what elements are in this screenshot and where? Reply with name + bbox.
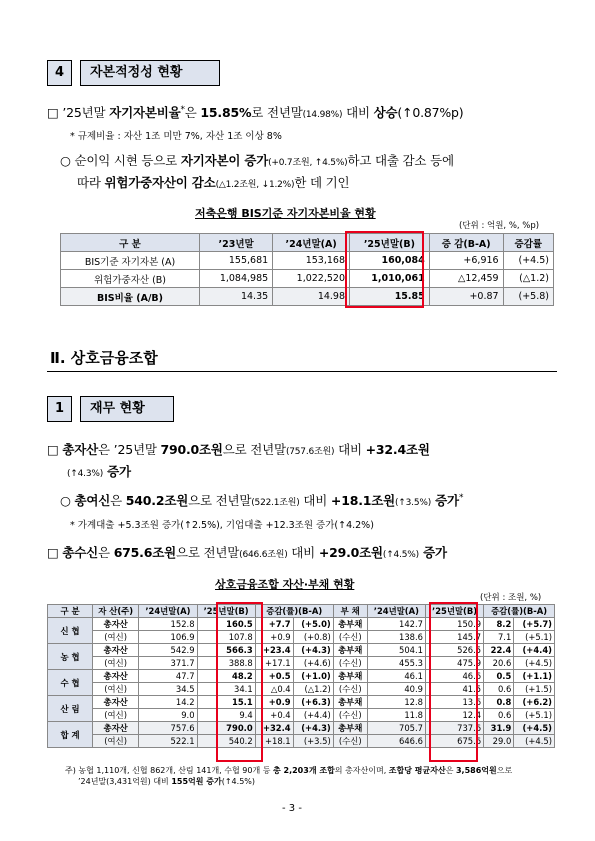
- table-cell: 160,084: [350, 252, 430, 270]
- mutual-finance-table: [47, 604, 555, 748]
- table-row: [48, 709, 555, 722]
- table-cell: 8.2: [484, 618, 514, 631]
- table-cell: 1,084,985: [200, 270, 273, 288]
- section-title: 자본적정성 현황: [80, 60, 220, 86]
- table-cell: (+1.1): [514, 670, 555, 683]
- table-row: [48, 735, 555, 748]
- table-cell: 총부채: [333, 696, 367, 709]
- table-cell: 1,010,061: [350, 270, 430, 288]
- group-label: 농 협: [48, 644, 93, 670]
- table-cell: (여신): [93, 709, 139, 722]
- table-cell: (+0.8): [293, 631, 333, 644]
- table-cell: 12.8: [367, 696, 425, 709]
- table-cell: (+1.5): [514, 683, 555, 696]
- table-cell: (+4.3): [293, 722, 333, 735]
- table-cell: (+5.8): [503, 288, 553, 306]
- table-cell: 총자산: [93, 618, 139, 631]
- header-cell: 증감(률)(B-A): [484, 605, 555, 618]
- table1-unit: (단위 : 억원, %, %p): [459, 221, 540, 231]
- table-cell: (+4.4): [293, 709, 333, 722]
- table2-unit: (단위 : 조원, %): [480, 593, 542, 603]
- table-cell: (수신): [333, 683, 367, 696]
- table-cell: 155,681: [200, 252, 273, 270]
- table-cell: 540.2: [197, 735, 255, 748]
- table-cell: +17.1: [255, 657, 293, 670]
- table-row: [48, 618, 555, 631]
- group-label: 합 계: [48, 722, 93, 748]
- table-cell: 34.1: [197, 683, 255, 696]
- table-cell: 34.5: [139, 683, 197, 696]
- table-cell: 총자산: [93, 722, 139, 735]
- table-cell: (+4.5): [503, 252, 553, 270]
- table-cell: 총자산: [93, 696, 139, 709]
- paragraph-total-loans: ○ 총여신은 540.2조원으로 전년말(522.1조원) 대비 +18.1조원(↑3.5%) 증가*: [60, 492, 464, 508]
- table-cell: 138.6: [367, 631, 425, 644]
- table-cell: 145.7: [425, 631, 483, 644]
- group-label: 수 협: [48, 670, 93, 696]
- table-cell: 12.4: [425, 709, 483, 722]
- table-cell: 22.4: [484, 644, 514, 657]
- table-cell: 566.3: [197, 644, 255, 657]
- header-cell: ’25년말(B): [197, 605, 255, 618]
- table-cell: (+5.0): [293, 618, 333, 631]
- table-cell: 150.9: [425, 618, 483, 631]
- table-cell: 14.35: [200, 288, 273, 306]
- table-cell: (수신): [333, 657, 367, 670]
- table-cell: (+4.6): [293, 657, 333, 670]
- table-cell: (+1.0): [293, 670, 333, 683]
- row-label: 위험가중자산 (B): [61, 270, 200, 288]
- table-cell: 총부채: [333, 722, 367, 735]
- header-cell: 증감률: [503, 234, 553, 252]
- table-cell: 15.85: [350, 288, 430, 306]
- table-cell: 총자산: [93, 670, 139, 683]
- table-cell: (+5.1): [514, 631, 555, 644]
- table-cell: 40.9: [367, 683, 425, 696]
- table-row: [61, 288, 554, 306]
- table-cell: 46.1: [367, 670, 425, 683]
- header-cell: ’24년말(A): [367, 605, 425, 618]
- paragraph-total-assets-2: (↑4.3%) 증가: [67, 464, 131, 479]
- table-cell: 0.5: [484, 670, 514, 683]
- table-cell: (+5.7): [514, 618, 555, 631]
- table-cell: 526.5: [425, 644, 483, 657]
- table-cell: +32.4: [255, 722, 293, 735]
- table-cell: 14.2: [139, 696, 197, 709]
- table-cell: 675.6: [425, 735, 483, 748]
- table-cell: (수신): [333, 709, 367, 722]
- row-label: BIS비율 (A/B): [61, 288, 200, 306]
- table-cell: +0.5: [255, 670, 293, 683]
- table-cell: (여신): [93, 631, 139, 644]
- table-cell: 20.6: [484, 657, 514, 670]
- page-number: - 3 -: [282, 803, 302, 814]
- footnote-regulation: * 규제비율 : 자산 1조 미만 7%, 자산 1조 이상 8%: [70, 131, 282, 142]
- table-cell: 152.8: [139, 618, 197, 631]
- group-label: 신 협: [48, 618, 93, 644]
- table-cell: (+4.4): [514, 644, 555, 657]
- table2-footnote-1: 주) 농협 1,110개, 신협 862개, 산림 141개, 수협 90개 등 총 2,203개 조합의 총자산이며, 조합당 평균자산은 3,586억원으로: [65, 766, 513, 775]
- part-underline: [47, 371, 557, 372]
- part-title: Ⅱ. 상호금융조합: [50, 349, 158, 367]
- table-cell: 475.9: [425, 657, 483, 670]
- header-cell: ’25년말(B): [425, 605, 483, 618]
- table-cell: 41.5: [425, 683, 483, 696]
- row-label: BIS기준 자기자본 (A): [61, 252, 200, 270]
- table-cell: 737.6: [425, 722, 483, 735]
- table-cell: (+4.5): [514, 722, 555, 735]
- table-cell: △0.4: [255, 683, 293, 696]
- paragraph-total-assets-1: □ 총자산은 ’25년말 790.0조원으로 전년말(757.6조원) 대비 +32.4조원: [47, 442, 430, 457]
- table-cell: 455.3: [367, 657, 425, 670]
- paragraph-bis-ratio: □ ’25년말 자기자본비율*은 15.85%로 전년말(14.98%) 대비 상승(↑0.87%p): [47, 104, 464, 120]
- table-cell: 371.7: [139, 657, 197, 670]
- table-cell: 757.6: [139, 722, 197, 735]
- table-cell: 504.1: [367, 644, 425, 657]
- table-cell: 142.7: [367, 618, 425, 631]
- paragraph-reason-2: 따라 위험가중자산이 감소(△1.2조원, ↓1.2%)한 데 기인: [77, 175, 350, 190]
- header-cell: ’25년말(B): [350, 234, 430, 252]
- table-row: [48, 683, 555, 696]
- table-cell: +7.7: [255, 618, 293, 631]
- section-number: 1: [47, 396, 72, 422]
- header-cell: 부 채: [333, 605, 367, 618]
- table-cell: (여신): [93, 735, 139, 748]
- highlight-2025-column: [345, 231, 424, 308]
- table-cell: 522.1: [139, 735, 197, 748]
- table-cell: 1,022,520: [273, 270, 350, 288]
- table-cell: 13.6: [425, 696, 483, 709]
- table-cell: 7.1: [484, 631, 514, 644]
- header-cell: 구 분: [61, 234, 200, 252]
- table-cell: +0.4: [255, 709, 293, 722]
- table-row: [61, 270, 554, 288]
- header-cell: ’24년말(A): [139, 605, 197, 618]
- table-header-row: [48, 605, 555, 618]
- table-cell: 790.0: [197, 722, 255, 735]
- table-cell: 29.0: [484, 735, 514, 748]
- table-row: [48, 631, 555, 644]
- table-cell: 646.6: [367, 735, 425, 748]
- table-row: [48, 644, 555, 657]
- table-row: [48, 722, 555, 735]
- table-cell: 14.98: [273, 288, 350, 306]
- table-cell: 0.6: [484, 709, 514, 722]
- header-cell: 증감(률)(B-A): [255, 605, 333, 618]
- table-cell: +0.9: [255, 631, 293, 644]
- table-cell: 총부채: [333, 670, 367, 683]
- footnote-loans: * 가계대출 +5.3조원 증가(↑2.5%), 기업대출 +12.3조원 증가(↑4.2%): [70, 520, 374, 531]
- table-cell: (+5.1): [514, 709, 555, 722]
- table-cell: 9.0: [139, 709, 197, 722]
- table-cell: 153,168: [273, 252, 350, 270]
- section-title: 재무 현황: [80, 396, 174, 422]
- table-cell: +0.9: [255, 696, 293, 709]
- table-cell: 48.2: [197, 670, 255, 683]
- table2-footnote-2: ’24년말(3,431억원) 대비 155억원 증가(↑4.5%): [78, 777, 256, 786]
- table-cell: 107.8: [197, 631, 255, 644]
- table-cell: +6,916: [429, 252, 503, 270]
- table-cell: (수신): [333, 631, 367, 644]
- table1-title: 저축은행 BIS기준 자기자본비율 현황: [195, 207, 376, 220]
- table-cell: △12,459: [429, 270, 503, 288]
- header-cell: 증 감(B-A): [429, 234, 503, 252]
- table-cell: 47.7: [139, 670, 197, 683]
- table-row: [48, 670, 555, 683]
- group-label: 산 림: [48, 696, 93, 722]
- table-cell: (+4.5): [514, 735, 555, 748]
- table-cell: 9.4: [197, 709, 255, 722]
- table-cell: 15.1: [197, 696, 255, 709]
- section-number: 4: [47, 60, 72, 86]
- table-cell: (수신): [333, 735, 367, 748]
- header-cell: ’23년말: [200, 234, 273, 252]
- table-cell: 705.7: [367, 722, 425, 735]
- table-cell: (+6.2): [514, 696, 555, 709]
- table-cell: +0.87: [429, 288, 503, 306]
- table-cell: (+6.3): [293, 696, 333, 709]
- table-cell: (+4.5): [514, 657, 555, 670]
- table-cell: 31.9: [484, 722, 514, 735]
- header-cell: 구 분: [48, 605, 93, 618]
- table-row: [48, 657, 555, 670]
- table-row: [61, 252, 554, 270]
- bis-ratio-table: [60, 233, 554, 306]
- table-cell: (여신): [93, 683, 139, 696]
- header-cell: ’24년말(A): [273, 234, 350, 252]
- table-cell: 0.6: [484, 683, 514, 696]
- table-row: [48, 696, 555, 709]
- table-cell: 총자산: [93, 644, 139, 657]
- highlight-2025-assets-column: [216, 602, 263, 762]
- table-cell: 388.8: [197, 657, 255, 670]
- paragraph-reason-1: ○ 순이익 시현 등으로 자기자본이 증가(+0.7조원, ↑4.5%)하고 대출 감소 등에: [60, 153, 454, 168]
- table-cell: 0.8: [484, 696, 514, 709]
- table-cell: 46.6: [425, 670, 483, 683]
- table-header-row: [61, 234, 554, 252]
- paragraph-total-deposits: □ 총수신은 675.6조원으로 전년말(646.6조원) 대비 +29.0조원(↑4.5%) 증가: [47, 545, 447, 560]
- table-cell: 160.5: [197, 618, 255, 631]
- table-cell: 총부채: [333, 618, 367, 631]
- table2-title: 상호금융조합 자산·부채 현황: [215, 578, 355, 591]
- highlight-2025-liabilities-column: [429, 602, 478, 762]
- table-cell: (+4.3): [293, 644, 333, 657]
- table-cell: +18.1: [255, 735, 293, 748]
- table-cell: (△1.2): [293, 683, 333, 696]
- header-cell: 자 산(주): [93, 605, 139, 618]
- table-cell: +23.4: [255, 644, 293, 657]
- table-cell: 11.8: [367, 709, 425, 722]
- table-cell: (여신): [93, 657, 139, 670]
- table-cell: 총부채: [333, 644, 367, 657]
- table-cell: 106.9: [139, 631, 197, 644]
- table-cell: (+3.5): [293, 735, 333, 748]
- table-cell: (△1.2): [503, 270, 553, 288]
- table-cell: 542.9: [139, 644, 197, 657]
